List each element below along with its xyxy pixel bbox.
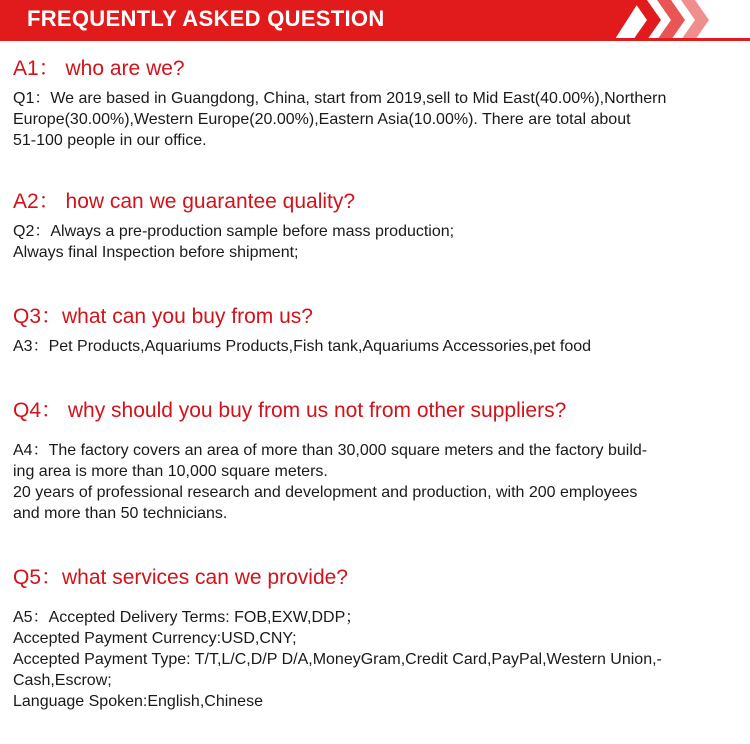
faq-answer — [13, 221, 741, 263]
answer-line: ing area is more than 10,000 square meters. — [13, 463, 328, 480]
answer-line: Europe(30.00%),Western Europe(20.00%),Eastern Asia(10.00%). There are total about — [13, 111, 631, 128]
answer-line: Q1：We are based in Guangdong, China, start from 2019,sell to Mid East(40.00%),Northern — [13, 90, 667, 107]
answer-line: Cash,Escrow; — [13, 672, 112, 689]
answer-line: Q2：Always a pre-production sample before mass production; — [13, 223, 455, 240]
answer-line: and more than 50 technicians. — [13, 505, 228, 522]
faq-question: Q4： why should you buy from us not from other suppliers? — [13, 399, 567, 422]
faq-section-5 — [13, 565, 741, 712]
faq-question: Q5：what services can we provide? — [13, 566, 348, 589]
faq-section-1 — [13, 56, 741, 151]
answer-line: 51-100 people in our office. — [13, 132, 207, 149]
answer-line: A5：Accepted Delivery Terms: FOB,EXW,DDP； — [13, 609, 362, 626]
faq-answer — [13, 88, 741, 151]
answer-line: Always final Inspection before shipment; — [13, 244, 299, 261]
chevron-decoration-icon — [625, 0, 745, 40]
faq-question: A1： who are we? — [13, 57, 185, 80]
faq-answer — [13, 607, 741, 712]
answer-line: Accepted Payment Currency:USD,CNY; — [13, 630, 297, 647]
page-title: FREQUENTLY ASKED QUESTION — [27, 6, 385, 31]
faq-question: A2： how can we guarantee quality? — [13, 190, 356, 213]
faq-section-2 — [13, 189, 741, 263]
faq-section-4 — [13, 398, 741, 524]
answer-line: Language Spoken:English,Chinese — [13, 693, 263, 710]
answer-line: A4：The factory covers an area of more than 30,000 square meters and the factory build- — [13, 442, 648, 459]
faq-answer — [13, 440, 741, 524]
answer-line: Accepted Payment Type: T/T,L/C,D/P D/A,MoneyGram,Credit Card,PayPal,Western Union,- — [13, 651, 662, 668]
faq-header — [0, 0, 750, 40]
faq-answer — [13, 336, 741, 357]
answer-line: A3：Pet Products,Aquariums Products,Fish tank,Aquariums Accessories,pet food — [13, 338, 592, 355]
answer-line: 20 years of professional research and development and production, with 200 employees — [13, 484, 638, 501]
faq-question: Q3：what can you buy from us? — [13, 305, 313, 328]
faq-section-3 — [13, 304, 741, 357]
